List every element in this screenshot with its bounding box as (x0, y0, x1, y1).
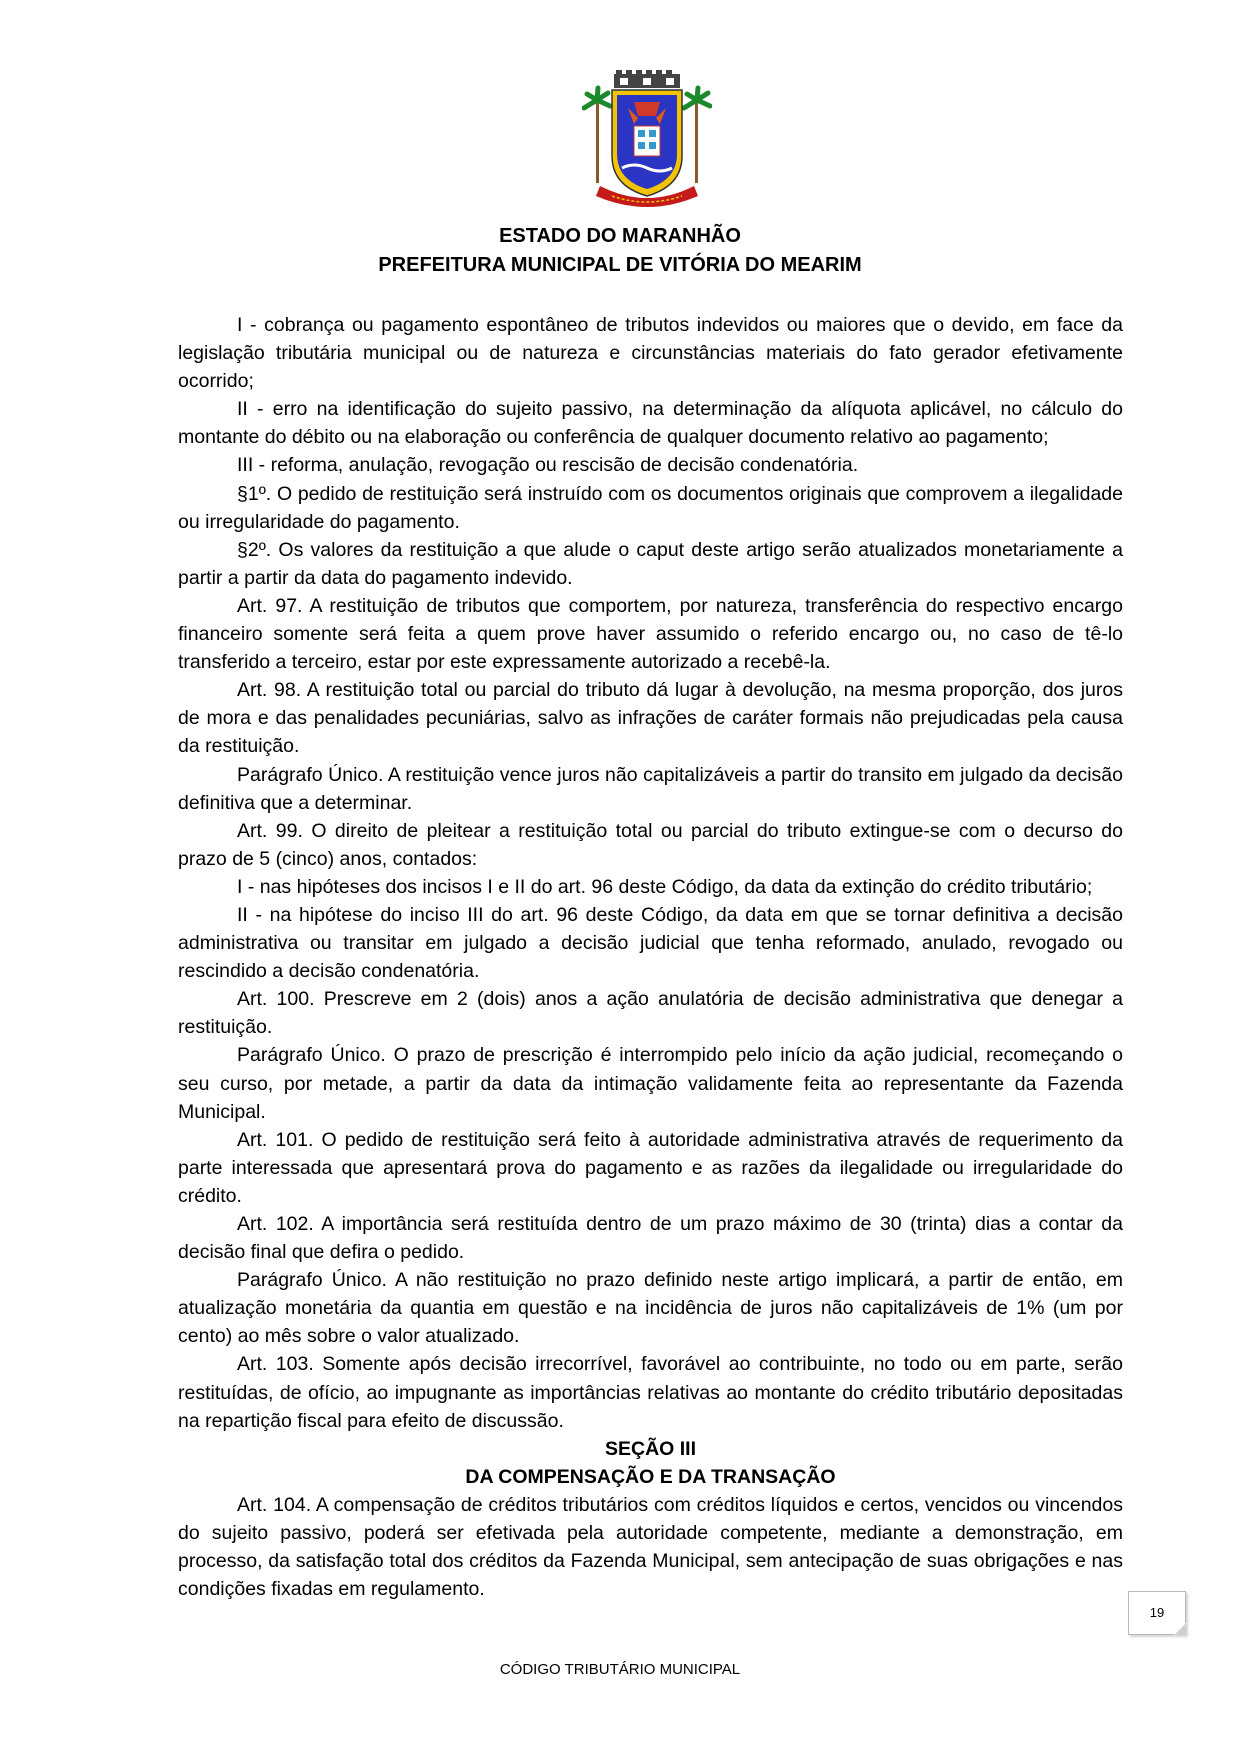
palm-tree-left (584, 88, 610, 183)
municipal-coat-of-arms (582, 68, 712, 213)
paragraph: Art. 101. O pedido de restituição será feito à autoridade administrativa através de requerimento da parte interessada que apresentará prova do pagamento e as razões da ilegalidade ou irregularidade do crédito. (178, 1128, 1123, 1207)
paragraph: I - cobrança ou pagamento espontâneo de tributos indevidos ou maiores que o devido, em face da legislação tributária municipal ou de natureza e circunstâncias materiais do fato gerador efetivamente ocorrido; (178, 314, 1123, 393)
paragraph: II - na hipótese do inciso III do art. 96 deste Código, da data em que se tornar definitiva a decisão administrativa ou transitar em julgado a decisão judicial que tenha reformado, anulado, revogado ou rescindido a decisão condenatória. (178, 903, 1123, 983)
paragraph: Art. 97. A restituição de tributos que comportem, por natureza, transferência do respectivo encargo financeiro somente será feita a quem prove haver assumido o referido encargo ou, no caso de tê-lo transferido a terceiro, estar por este expressamente autorizado a recebê-la. (178, 594, 1123, 674)
paragraph: Art. 104. A compensação de créditos tributários com créditos líquidos e certos, vencidos ou vincendos do sujeito passivo, poderá ser efetivada pela autoridade competente, mediante a demonstração, em processo, da satisfação total dos créditos da Fazenda Municipal, sem antecipação de suas obrigações e nas condições fixadas em regulamento. (178, 1493, 1123, 1601)
paragraph: Art. 98. A restituição total ou parcial do tributo dá lugar à devolução, na mesma proporção, dos juros de mora e das penalidades pecuniárias, salvo as infrações de caráter formais não prejudicadas pela causa da restituição. (178, 679, 1123, 758)
section-heading: SEÇÃO III (604, 1437, 697, 1460)
document-body (178, 311, 1123, 1603)
paragraph: I - nas hipóteses dos incisos I e II do art. 96 deste Código, da data da extinção do crédito tributário; (237, 875, 1093, 898)
document-footer: CÓDIGO TRIBUTÁRIO MUNICIPAL (499, 1661, 741, 1678)
mural-crown (614, 70, 680, 88)
shield (612, 90, 682, 196)
page-number-badge (1128, 1591, 1186, 1635)
page-number: 19 (1149, 1605, 1165, 1620)
paragraph: Art. 100. Prescreve em 2 (dois) anos a ação anulatória de decisão administrativa que denegar a restituição. (178, 988, 1123, 1039)
paragraph: II - erro na identificação do sujeito passivo, na determinação da alíquota aplicável, no cálculo do montante do débito ou na elaboração ou conferência de qualquer documento relativo ao pagamento; (178, 398, 1123, 449)
paragraph: Art. 103. Somente após decisão irrecorrível, favorável ao contribuinte, no todo ou em parte, serão restituídas, de ofício, ao impugnante as importâncias relativas ao montante do crédito tributário depositadas na repartição fiscal para efeito de discussão. (178, 1353, 1123, 1432)
paragraph: Parágrafo Único. A restituição vence juros não capitalizáveis a partir do transito em julgado da decisão definitiva que a determinar. (178, 763, 1123, 814)
section-heading: DA COMPENSAÇÃO E DA TRANSAÇÃO (465, 1465, 836, 1488)
paragraph: §2º. Os valores da restituição a que alude o caput deste artigo serão atualizados monetariamente a partir a partir da data do pagamento indevido. (178, 538, 1123, 589)
document-header (0, 222, 1240, 280)
paragraph: Art. 102. A importância será restituída dentro de um prazo máximo de 30 (trinta) dias a contar da decisão final que defira o pedido. (178, 1213, 1123, 1264)
palm-tree-right (684, 88, 710, 183)
paragraph: Parágrafo Único. A não restituição no prazo definido neste artigo implicará, a partir de então, em atualização monetária da quantia em questão e na incidência de juros não capitalizáveis de 1% (um por cento) ao mês sobre o valor atualizado. (178, 1269, 1123, 1348)
paragraph: III - reforma, anulação, revogação ou rescisão de decisão condenatória. (237, 454, 859, 477)
paragraph: Parágrafo Único. O prazo de prescrição é interrompido pelo início da ação judicial, recomeçando o seu curso, por metade, a partir da data da intimação validamente feita ao representante da Fazenda Municipal. (178, 1044, 1123, 1123)
municipality-title: PREFEITURA MUNICIPAL DE VITÓRIA DO MEARIM (378, 254, 862, 276)
paragraph: Art. 99. O direito de pleitear a restituição total ou parcial do tributo extingue-se com o decurso do prazo de 5 (cinco) anos, contados: (178, 819, 1123, 870)
page-curl-icon (1174, 1623, 1186, 1635)
paragraph: §1º. O pedido de restituição será instruído com os documentos originais que comprovem a ilegalidade ou irregularidade do pagamento. (178, 482, 1123, 533)
state-title: ESTADO DO MARANHÃO (499, 225, 741, 247)
